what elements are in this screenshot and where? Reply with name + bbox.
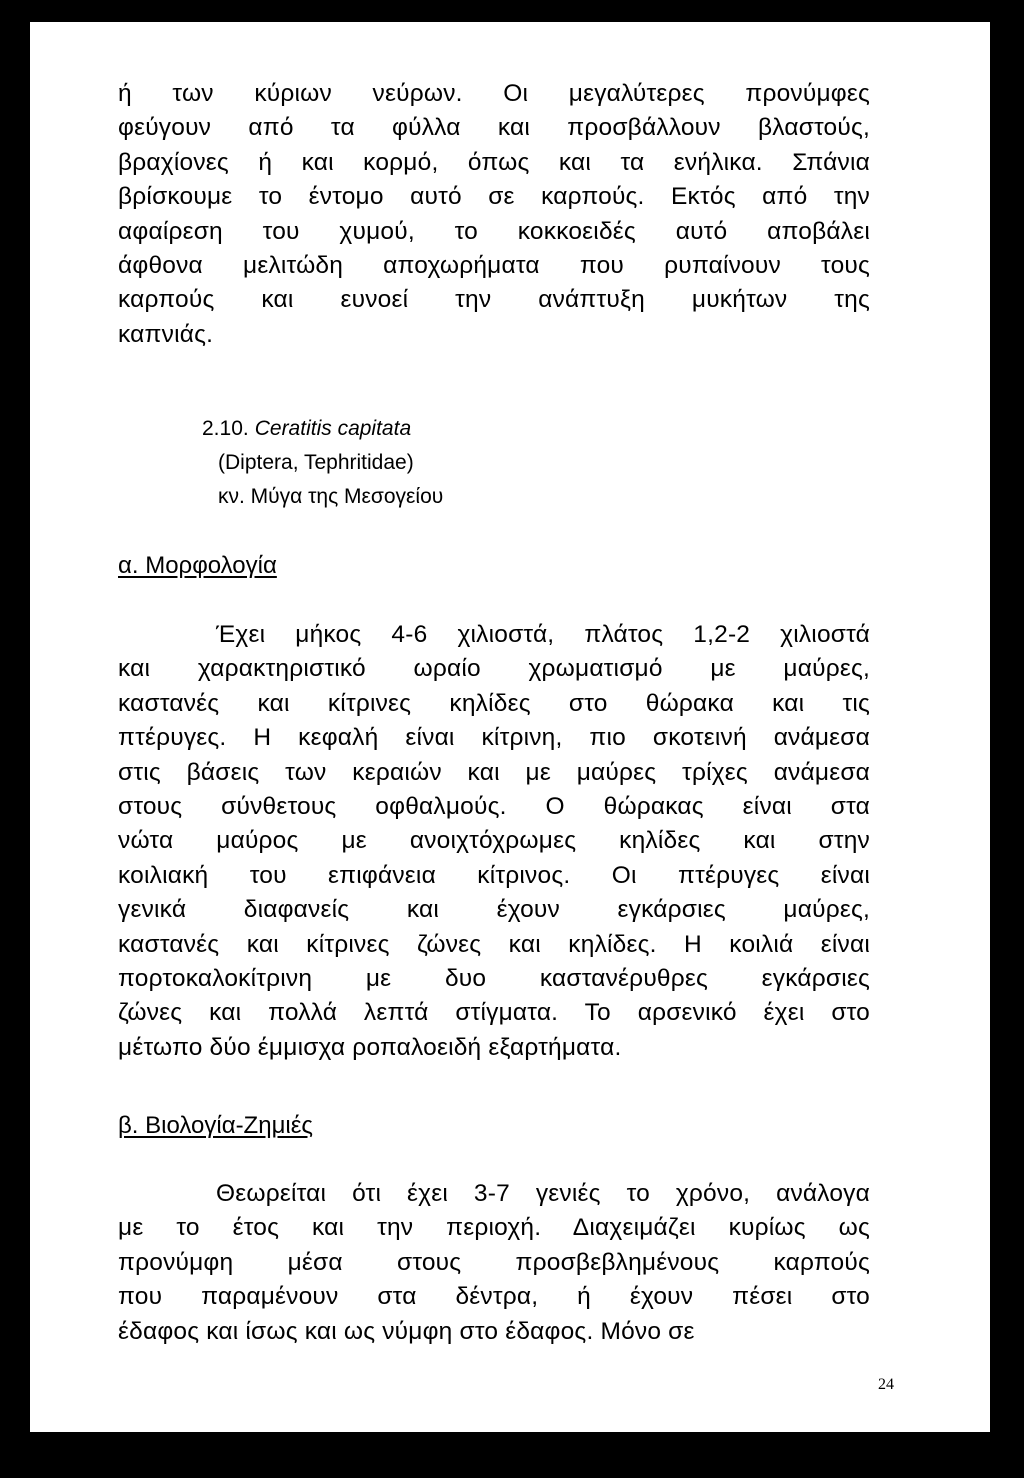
text-line: πορτοκαλοκίτρινη με δυο καστανέρυθρες εγκάρσιες — [118, 965, 870, 993]
species-name: Ceratitis capitata — [254, 417, 412, 440]
text-line: βρίσκουμε το έντομο αυτό σε καρπούς. Εκτός από την — [118, 183, 870, 211]
text-line: μέτωπο δύο έμμισχα ροπαλοειδή εξαρτήματα. — [118, 1033, 622, 1061]
page-number: 24 — [878, 1376, 894, 1393]
biology-paragraph — [118, 1177, 870, 1349]
text-line: με το έτος και την περιοχή. Διαχειμάζει κυρίως ως — [118, 1214, 870, 1242]
morphology-heading: α. Μορφολογία — [118, 552, 277, 579]
text-line: Θεωρείται ότι έχει 3-7 γενιές το χρόνο, ανάλογα — [216, 1180, 870, 1207]
common-name: κν. Μύγα της Μεσογείου — [218, 485, 444, 508]
text-line: και χαρακτηριστικό ωραίο χρωματισμό με μαύρες, — [118, 655, 870, 683]
text-line: αφαίρεση του χυμού, το κοκκοειδές αυτό αποβάλει — [118, 217, 870, 245]
text-line: καστανές και κίτρινες ζώνες και κηλίδες. Η κοιλιά είναι — [118, 930, 870, 958]
text-line: ή των κύριων νεύρων. Οι μεγαλύτερες προνύμφες — [118, 80, 870, 107]
text-line: καστανές και κίτρινες κηλίδες στο θώρακα και τις — [118, 689, 870, 717]
text-line: βραχίονες ή και κορμό, όπως και τα ενήλικα. Σπάνια — [118, 148, 870, 176]
text-line: κοιλιακή του επιφάνεια κίτρινος. Οι πτέρυγες είναι — [118, 861, 870, 889]
text-line: καρπούς και ευνοεί την ανάπτυξη μυκήτων της — [118, 286, 870, 314]
text-line: ζώνες και πολλά λεπτά στίγματα. Το αρσενικό έχει στο — [118, 999, 870, 1027]
morphology-text — [118, 618, 870, 1065]
intro-paragraph — [118, 77, 870, 352]
document-page — [30, 22, 990, 1432]
taxonomy-label: (Diptera, Tephritidae) — [218, 451, 414, 474]
text-line: γενικά διαφανείς και έχουν εγκάρσιες μαύρες, — [118, 896, 870, 924]
intro-text — [118, 77, 870, 352]
text-line: καπνιάς. — [118, 320, 214, 348]
text-line: άφθονα μελιτώδη αποχωρήματα που ρυπαίνουν τους — [118, 252, 870, 280]
text-line: πτέρυγες. Η κεφαλή είναι κίτρινη, πιο σκοτεινή ανάμεσα — [118, 724, 870, 752]
text-line: φεύγουν από τα φύλλα και προσβάλλουν βλαστούς, — [118, 114, 870, 142]
section-number: 2.10. — [202, 417, 249, 440]
biology-heading: β. Βιολογία-Ζημιές — [118, 1112, 313, 1139]
text-line: στις βάσεις των κεραιών και με μαύρες τρίχες ανάμεσα — [118, 758, 870, 786]
text-line: προνύμφη μέσα στους προσβεβλημένους καρπούς — [118, 1248, 870, 1276]
text-line: που παραμένουν στα δέντρα, ή έχουν πέσει στο — [118, 1283, 870, 1311]
section-heading — [202, 412, 443, 514]
text-line: έδαφος και ίσως και ως νύμφη στο έδαφος. Μόνο σε — [118, 1317, 695, 1345]
text-line: Έχει μήκος 4-6 χιλιοστά, πλάτος 1,2-2 χιλιοστά — [216, 621, 870, 648]
biology-text — [118, 1177, 870, 1349]
morphology-paragraph — [118, 618, 870, 1065]
text-line: στους σύνθετους οφθαλμούς. Ο θώρακας είναι στα — [118, 793, 870, 821]
text-line: νώτα μαύρος με ανοιχτόχρωμες κηλίδες και στην — [118, 827, 870, 855]
